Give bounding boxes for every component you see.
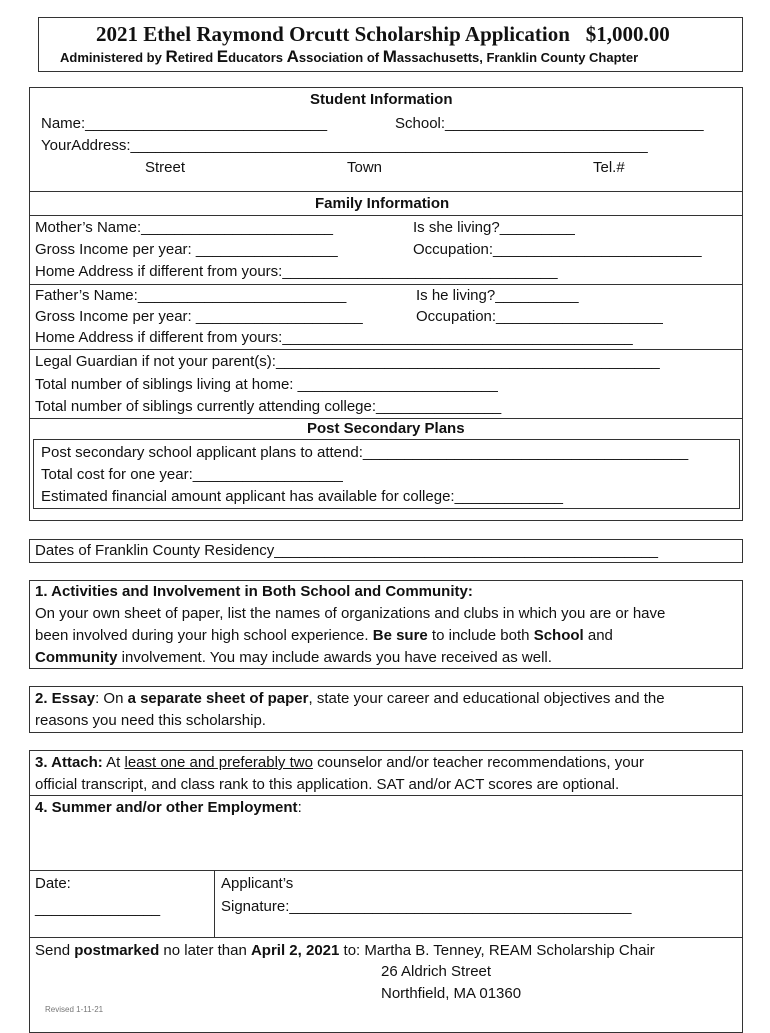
town-label: Town: [347, 159, 383, 176]
divider-mother-father: [29, 284, 743, 285]
divider-employment-signature: [29, 870, 743, 871]
be-sure-text: Be sure: [372, 627, 428, 644]
administered-prefix: Administered by: [60, 50, 166, 65]
essay-label: 2. Essay: [35, 690, 96, 707]
mother-income-field[interactable]: Gross Income per year: _________________: [35, 241, 338, 258]
form-title-text: 2021 Ethel Raymond Orcutt Scholarship Application: [96, 22, 570, 46]
mother-name-field[interactable]: Mother’s Name:_______________________: [35, 219, 334, 236]
recipient-line-2: 26 Aldrich Street: [381, 963, 492, 980]
essay-rest: , state your career and educational objectives and the: [308, 690, 665, 707]
school-text: School: [533, 627, 584, 644]
divider-family-heading: [29, 215, 743, 216]
activities-line-2: [35, 626, 613, 646]
word-educators: ducators: [228, 50, 287, 65]
guardian-field[interactable]: Legal Guardian if not your parent(s):______________________________________________: [35, 353, 660, 370]
scholarship-amount: $1,000.00: [585, 22, 670, 46]
father-income-field[interactable]: Gross Income per year: ____________________: [35, 308, 363, 325]
divider-signature-send: [29, 937, 743, 938]
family-info-heading: Family Information: [315, 195, 450, 212]
name-field[interactable]: Name:_____________________________: [41, 115, 328, 132]
employment-colon: :: [297, 799, 302, 816]
school-field[interactable]: School:_______________________________: [395, 115, 704, 132]
form-title: [96, 21, 670, 47]
mother-living-field[interactable]: Is she living?_________: [413, 219, 575, 236]
attach-label: 3. Attach:: [35, 754, 103, 771]
divider-father-guardian: [29, 349, 743, 350]
send-line: [35, 941, 655, 961]
separate-sheet-text: a separate sheet of paper: [127, 690, 309, 707]
school-plans-field[interactable]: Post secondary school applicant plans to attend:_______________________________________: [41, 444, 689, 461]
postsecondary-heading: Post Secondary Plans: [307, 420, 465, 437]
mother-address-field[interactable]: Home Address if different from yours:_________________________________: [35, 263, 558, 280]
activities-line-2-e: and: [583, 627, 613, 644]
deadline-date: April 2, 2021: [250, 942, 340, 959]
recipient-line-3: Northfield, MA 01360: [381, 985, 522, 1002]
initial-r: R: [165, 47, 178, 66]
attach-pre: At: [102, 754, 125, 771]
activities-heading: 1. Activities and Involvement in Both School and Community:: [35, 583, 473, 600]
father-occupation-field[interactable]: Occupation:____________________: [416, 308, 663, 325]
word-retired: etired: [177, 50, 217, 65]
revised-date: Revised 1-11-21: [45, 1005, 104, 1014]
activities-line-2-a: been involved during your high school experience.: [35, 627, 373, 644]
attach-line-1: [35, 753, 644, 773]
father-address-field[interactable]: Home Address if different from yours:__________________________________________: [35, 329, 633, 346]
activities-line-1: On your own sheet of paper, list the names of organizations and clubs in which you are or have: [35, 605, 666, 622]
activities-line-3: [35, 648, 552, 668]
postmarked-text: postmarked: [74, 942, 160, 959]
word-massachusetts: assachusetts, Franklin County Chapter: [396, 50, 639, 65]
send-mid: no later than: [159, 942, 251, 959]
street-label: Street: [145, 159, 186, 176]
attach-line-2: official transcript, and class rank to this application. SAT and/or ACT scores are optional.: [35, 776, 620, 793]
send-to: to:: [339, 942, 365, 959]
employment-heading: [35, 798, 302, 818]
siblings-college-field[interactable]: Total number of siblings currently attending college:_______________: [35, 398, 502, 415]
initial-m: M: [382, 47, 397, 66]
applicant-label: Applicant’s: [221, 875, 294, 892]
employment-field[interactable]: [30, 820, 742, 868]
total-cost-field[interactable]: Total cost for one year:__________________: [41, 466, 343, 483]
student-info-heading: Student Information: [310, 91, 453, 108]
initial-e: E: [216, 47, 229, 66]
date-label: Date:: [35, 875, 71, 892]
recipient-line-1: Martha B. Tenney, REAM Scholarship Chair: [364, 942, 655, 959]
divider-attach-employment: [29, 795, 743, 796]
signature-field[interactable]: Signature:_________________________________________: [221, 898, 632, 915]
essay-colon: : On: [95, 690, 128, 707]
attach-post: counselor and/or teacher recommendations, your: [312, 754, 644, 771]
father-living-field[interactable]: Is he living?__________: [416, 287, 579, 304]
financial-amount-field[interactable]: Estimated financial amount applicant has available for college:_____________: [41, 488, 564, 505]
least-one-text: least one and preferably two: [124, 754, 313, 771]
divider-student-family: [29, 191, 743, 192]
send-pre: Send: [35, 942, 75, 959]
administered-by: [60, 47, 638, 68]
activities-line-2-c: to include both: [427, 627, 534, 644]
activities-line-3-b: involvement. You may include awards you have received as well.: [117, 649, 552, 666]
father-name-field[interactable]: Father’s Name:_________________________: [35, 287, 347, 304]
divider-date-signature: [214, 870, 215, 937]
address-field[interactable]: YourAddress:______________________________________________________________: [41, 137, 648, 154]
initial-a: A: [286, 47, 299, 66]
date-field[interactable]: _______________: [35, 900, 161, 917]
community-text: Community: [35, 649, 118, 666]
essay-line-1: [35, 689, 665, 709]
residency-field[interactable]: Dates of Franklin County Residency______________________________________________: [35, 542, 659, 559]
siblings-home-field[interactable]: Total number of siblings living at home: ________________________: [35, 376, 498, 393]
essay-line-2: reasons you need this scholarship.: [35, 712, 266, 729]
tel-label: Tel.#: [593, 159, 625, 176]
word-association: ssociation of: [298, 50, 383, 65]
employment-label: 4. Summer and/or other Employment: [35, 799, 298, 816]
mother-occupation-field[interactable]: Occupation:_________________________: [413, 241, 702, 258]
